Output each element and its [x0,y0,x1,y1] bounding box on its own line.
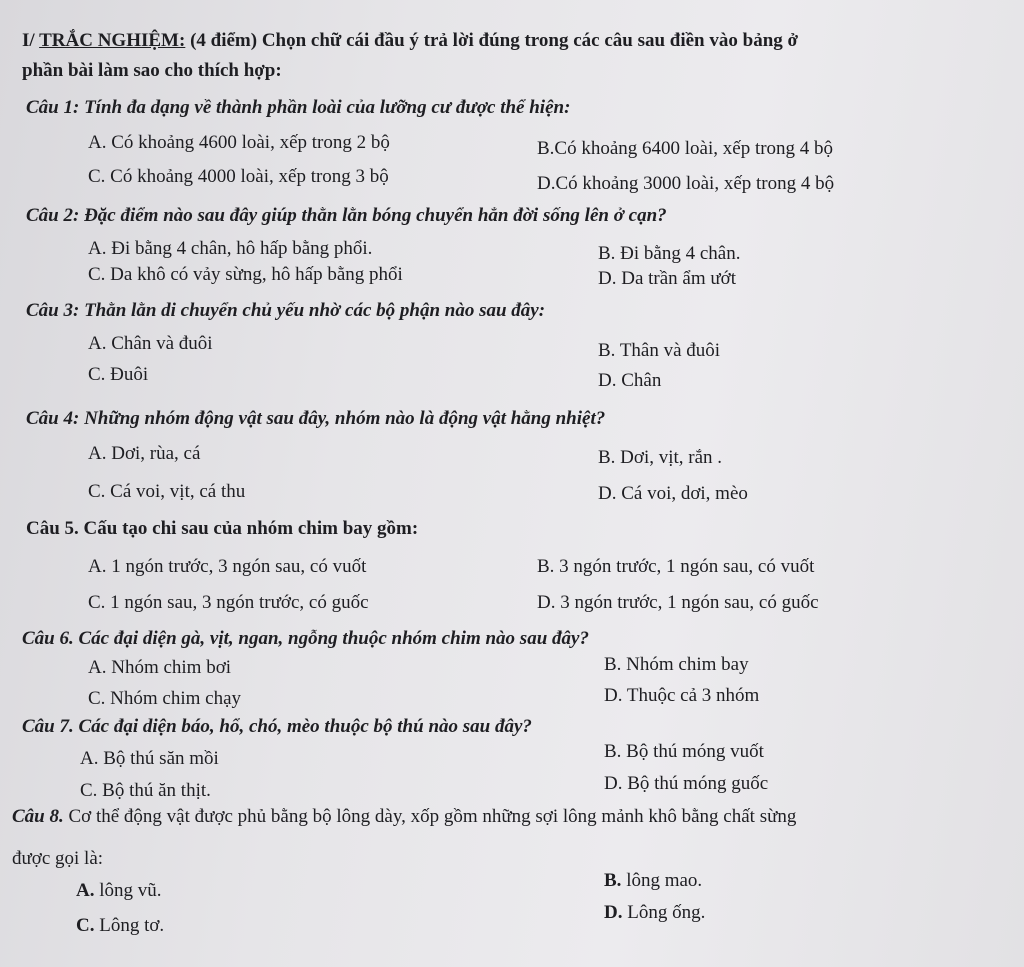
q3-option-b: B. Thân và đuôi [598,340,721,361]
q6-option-d: D. Thuộc cả 3 nhóm [604,685,760,706]
heading-title: TRẮC NGHIỆM: [39,30,186,51]
q1-option-b: B.Có khoảng 6400 loài, xếp trong 4 bộ [537,138,834,159]
q2-option-c: C. Da khô có vảy sừng, hô hấp bằng phổi [88,264,403,285]
q8-option-b-text: lông mao. [621,870,703,891]
q3-option-c: C. Đuôi [88,364,149,385]
q5-option-d: D. 3 ngón trước, 1 ngón sau, có guốc [537,592,819,613]
q4-option-a: A. Dơi, rùa, cá [88,443,201,464]
q5-option-b: B. 3 ngón trước, 1 ngón sau, có vuốt [537,556,815,577]
q4-option-c: C. Cá voi, vịt, cá thu [88,481,246,502]
q1-option-c: C. Có khoảng 4000 loài, xếp trong 3 bộ [88,166,389,187]
q8-option-c-text: Lông tơ. [94,915,165,936]
question-6: Câu 6. Các đại diện gà, vịt, ngan, ngỗng thuộc nhóm chim nào sau đây? [22,628,589,649]
heading-instruction: (4 điểm) Chọn chữ cái đầu ý trả lời đúng trong các câu sau điền vào bảng ở [185,30,799,51]
q8-option-b [604,870,702,892]
q1-option-d: D.Có khoảng 3000 loài, xếp trong 4 bộ [537,173,835,194]
q2-option-b: B. Đi bằng 4 chân. [598,243,741,264]
q8-option-c [76,915,164,937]
q7-option-d: D. Bộ thú móng guốc [604,773,769,794]
q8-option-a-letter: A. [76,880,95,901]
q8-option-a [76,880,162,902]
q7-option-b: B. Bộ thú móng vuốt [604,741,764,762]
q8-option-a-text: lông vũ. [94,880,162,901]
question-8-text: Cơ thể động vật được phủ bằng bộ lông dày, xốp gồm những sợi lông mảnh khô bằng chất sừng [63,806,797,827]
q8-option-c-letter: C. [76,915,95,936]
question-1: Câu 1: Tính đa dạng về thành phần loài của lưỡng cư được thể hiện: [26,97,571,118]
q7-option-a: A. Bộ thú săn mồi [80,748,219,769]
question-8-line-2: được gọi là: [12,848,104,869]
q6-option-c: C. Nhóm chim chạy [88,688,242,709]
q5-option-c: C. 1 ngón sau, 3 ngón trước, có guốc [88,592,369,613]
heading-prefix: I/ [22,30,35,51]
question-7: Câu 7. Các đại diện báo, hổ, chó, mèo thuộc bộ thú nào sau đây? [22,716,532,737]
question-5-label: Câu 5. [26,518,79,539]
q6-option-a: A. Nhóm chim bơi [88,657,232,678]
q1-option-a: A. Có khoảng 4600 loài, xếp trong 2 bộ [88,132,390,153]
question-8 [12,806,796,828]
q3-option-a: A. Chân và đuôi [88,333,213,354]
q6-option-b: B. Nhóm chim bay [604,654,749,675]
heading-line-2: phần bài làm sao cho thích hợp: [22,60,282,81]
q4-option-b: B. Dơi, vịt, rắn . [598,447,723,468]
q3-option-d: D. Chân [598,370,662,391]
q2-option-a: A. Đi bằng 4 chân, hô hấp bằng phổi. [88,238,373,259]
section-heading [22,30,798,52]
q8-option-d-letter: D. [604,902,623,923]
question-4: Câu 4: Những nhóm động vật sau đây, nhóm nào là động vật hằng nhiệt? [26,408,606,429]
question-5 [26,518,418,540]
question-5-text: Cấu tạo chi sau của nhóm chim bay gồm: [78,518,419,539]
q8-option-d [604,902,705,924]
question-8-label: Câu 8. [12,806,64,827]
question-2: Câu 2: Đặc điểm nào sau đây giúp thằn lằn bóng chuyển hẳn đời sống lên ở cạn? [26,205,667,226]
q7-option-c: C. Bộ thú ăn thịt. [80,780,211,801]
q4-option-d: D. Cá voi, dơi, mèo [598,483,748,504]
q5-option-a: A. 1 ngón trước, 3 ngón sau, có vuốt [88,556,367,577]
q2-option-d: D. Da trần ẩm ướt [598,268,737,289]
question-3: Câu 3: Thằn lằn di chuyển chủ yếu nhờ các bộ phận nào sau đây: [26,300,546,321]
q8-option-d-text: Lông ống. [622,902,706,923]
q8-option-b-letter: B. [604,870,622,891]
